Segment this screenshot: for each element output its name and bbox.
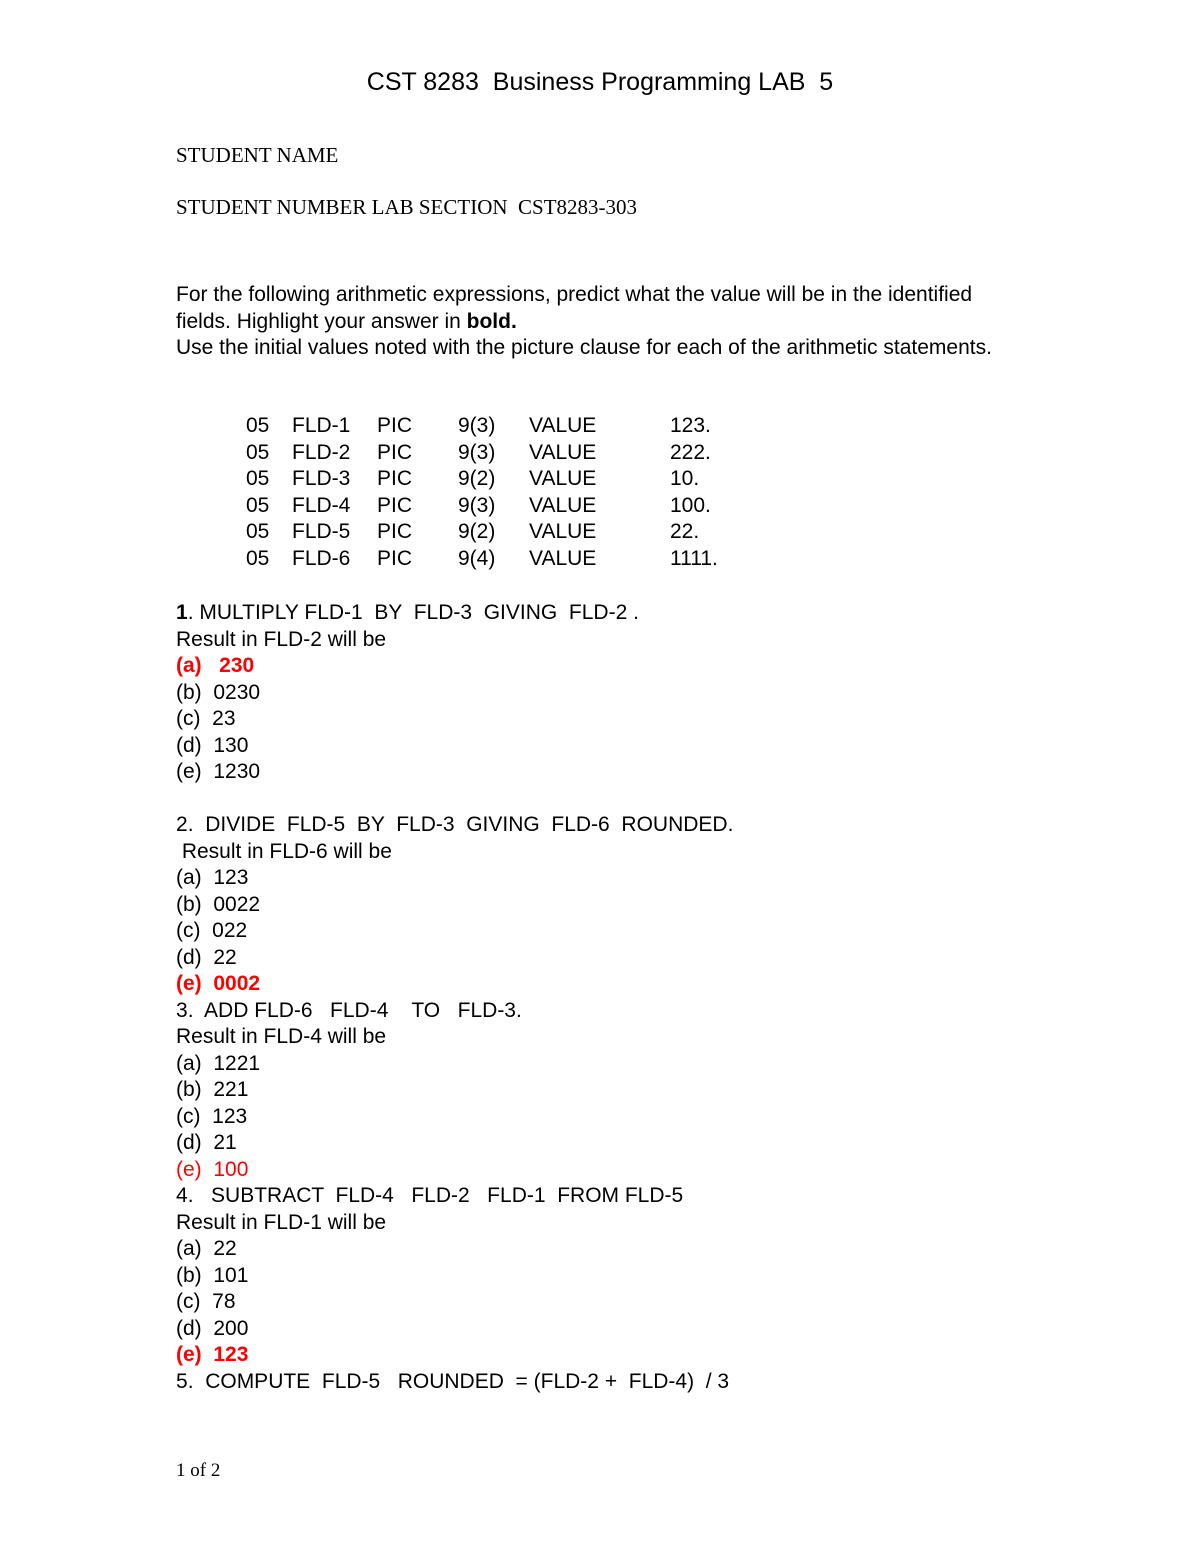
declaration-field: FLD-6 <box>292 546 351 570</box>
question-text: . COMPUTE FLD-5 ROUNDED = (FLD-2 + FLD-4) / 3 <box>187 1369 730 1393</box>
question-statement <box>176 1369 733 1396</box>
page-number: 1 of 2 <box>176 1460 221 1481</box>
declaration-row <box>246 519 718 546</box>
question-statement <box>176 1183 733 1210</box>
page-title: CST 8283 Business Programming LAB 5 <box>366 68 834 96</box>
answer-option: (b) 0022 <box>176 892 261 916</box>
question-2 <box>176 812 733 998</box>
declaration-pic: PIC <box>377 546 413 570</box>
declaration-keyword: VALUE <box>529 414 597 437</box>
declaration-row <box>246 466 718 493</box>
answer-option: (a) 123 <box>176 866 249 889</box>
declaration-value: 100. <box>670 493 711 517</box>
declaration-value: 1111. <box>670 546 718 570</box>
question-number: 5 <box>176 1369 188 1393</box>
question-number: 2 <box>176 813 188 836</box>
answer-option: (c) 022 <box>176 919 248 942</box>
question-statement <box>176 998 733 1025</box>
declaration-keyword: VALUE <box>529 467 597 491</box>
declaration-keyword: VALUE <box>529 546 597 570</box>
declaration-value: 10. <box>670 467 700 491</box>
question-statement <box>176 812 733 839</box>
declaration-keyword: VALUE <box>529 440 597 464</box>
declaration-level: 05 <box>246 467 270 491</box>
answer-option: (c) 123 <box>176 1104 248 1128</box>
declaration-pic: PIC <box>377 414 413 437</box>
declaration-field: FLD-3 <box>292 467 351 491</box>
answer-option: (e) 1230 <box>176 760 261 783</box>
question-result-prompt: Result in FLD-6 will be <box>176 839 392 863</box>
question-number: 4 <box>176 1184 188 1207</box>
declaration-value: 222. <box>670 440 711 464</box>
question-1 <box>176 600 733 786</box>
declaration-keyword: VALUE <box>529 493 597 517</box>
question-result-prompt: Result in FLD-4 will be <box>176 1025 387 1048</box>
answer-option: (a) 1221 <box>176 1051 261 1075</box>
question-text: . ADD FLD-6 FLD-4 TO FLD-3. <box>187 998 522 1022</box>
declaration-field: FLD-1 <box>292 414 351 437</box>
declaration-value: 22. <box>670 520 700 544</box>
instructions-text-2: Use the initial values noted with the picture clause for each of the arithmetic statements. <box>176 336 992 360</box>
declaration-pic: PIC <box>377 440 413 464</box>
answer-option: (b) 221 <box>176 1078 249 1101</box>
declaration-size: 9(3) <box>458 493 496 517</box>
answer-option-selected: (e) 100 <box>176 1157 249 1181</box>
declaration-pic: PIC <box>377 520 413 544</box>
question-4 <box>176 1183 733 1369</box>
declaration-value: 123. <box>670 414 711 437</box>
field-declarations <box>246 413 718 573</box>
question-result-prompt: Result in FLD-2 will be <box>176 627 387 651</box>
declaration-size: 9(3) <box>458 414 496 437</box>
declaration-level: 05 <box>246 414 270 437</box>
answer-option-selected: (e) 0002 <box>176 972 261 995</box>
question-text: . SUBTRACT FLD-4 FLD-2 FLD-1 FROM FLD-5 <box>187 1184 684 1207</box>
answer-option-selected: (a) 230 <box>176 654 255 677</box>
question-number: 3 <box>176 998 188 1022</box>
question-result-prompt: Result in FLD-1 will be <box>176 1210 387 1234</box>
question-5 <box>176 1369 733 1396</box>
declaration-pic: PIC <box>377 467 413 491</box>
declaration-field: FLD-4 <box>292 493 351 517</box>
declaration-level: 05 <box>246 520 270 544</box>
answer-option: (d) 21 <box>176 1131 237 1154</box>
answer-option: (a) 22 <box>176 1237 237 1260</box>
declaration-field: FLD-2 <box>292 440 351 464</box>
declaration-row <box>246 440 718 467</box>
question-text: . MULTIPLY FLD-1 BY FLD-3 GIVING FLD-2 . <box>187 601 639 624</box>
answer-option: (b) 0230 <box>176 680 261 704</box>
declaration-row <box>246 413 718 440</box>
question-statement <box>176 600 733 627</box>
instructions <box>176 282 996 362</box>
answer-option-selected: (e) 123 <box>176 1343 249 1366</box>
declaration-level: 05 <box>246 546 270 570</box>
student-name-label: STUDENT NAME <box>176 143 339 167</box>
answer-option: (d) 130 <box>176 733 249 757</box>
spacer <box>176 786 733 813</box>
declaration-size: 9(2) <box>458 467 496 491</box>
declaration-size: 9(2) <box>458 520 496 544</box>
answer-option: (d) 22 <box>176 945 237 969</box>
answer-option: (c) 23 <box>176 707 236 730</box>
question-3 <box>176 998 733 1184</box>
declaration-pic: PIC <box>377 493 413 517</box>
declaration-field: FLD-5 <box>292 520 351 544</box>
question-list <box>176 600 733 1395</box>
answer-option: (b) 101 <box>176 1263 249 1287</box>
declaration-row <box>246 546 718 573</box>
declaration-size: 9(3) <box>458 440 496 464</box>
declaration-level: 05 <box>246 440 270 464</box>
answer-option: (d) 200 <box>176 1316 249 1340</box>
declaration-keyword: VALUE <box>529 520 597 544</box>
answer-option: (c) 78 <box>176 1290 236 1313</box>
declaration-size: 9(4) <box>458 546 496 570</box>
declaration-level: 05 <box>246 493 270 517</box>
instructions-bold-word: bold. <box>466 309 517 333</box>
instructions-text: For the following arithmetic expressions, predict what the value will be in the identified fields. Highlight your answer in <box>176 283 973 333</box>
declaration-row <box>246 493 718 520</box>
question-text: . DIVIDE FLD-5 BY FLD-3 GIVING FLD-6 ROUNDED. <box>187 813 734 836</box>
question-number: 1 <box>176 601 188 624</box>
student-number-line: STUDENT NUMBER LAB SECTION CST8283-303 <box>176 195 638 219</box>
